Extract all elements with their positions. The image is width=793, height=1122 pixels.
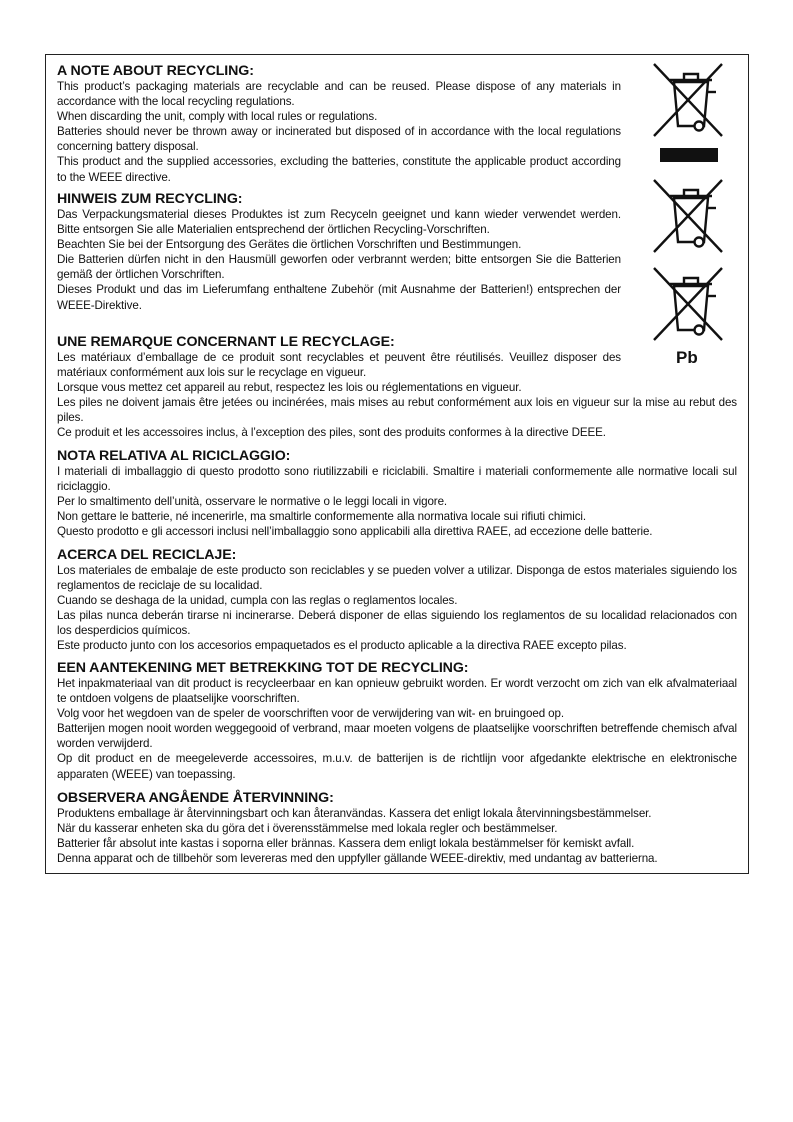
paragraph: This product’s packaging materials are recyclable and can be reused. Please dispose of any materials in accordance with the local recycling regulations.: [57, 80, 621, 109]
paragraph: Les matériaux d’emballage de ce produit sont recyclables et peuvent être réutilisés. Veuillez disposer des matériaux conformément aux lois sur le recyclage en vigueur.: [57, 351, 621, 380]
section-heading: OBSERVERA ANGÅENDE ÅTERVINNING:: [57, 790, 334, 806]
paragraph: Los materiales de embalaje de este producto son reciclables y se pueden volver a utilizar. Disponga de estos materiales siguiendo los reglamentos de reciclaje de su localidad.: [57, 564, 737, 593]
pb-label: Pb: [676, 348, 698, 367]
section-heading: EEN AANTEKENING MET BETREKKING TOT DE RECYCLING:: [57, 660, 469, 676]
paragraph: När du kasserar enheten ska du göra det i överensstämmelse med lokala regler och bestämmelser.: [57, 822, 558, 836]
paragraph: Lorsque vous mettez cet appareil au rebut, respectez les lois ou réglementations en vigueur.: [57, 381, 522, 395]
section-heading: UNE REMARQUE CONCERNANT LE RECYCLAGE:: [57, 334, 395, 350]
paragraph: When discarding the unit, comply with local rules or regulations.: [57, 110, 378, 124]
paragraph: Per lo smaltimento dell’unità, osservare le normative o le leggi locali in vigore.: [57, 495, 448, 509]
paragraph: Batteries should never be thrown away or incinerated but disposed of in accordance with the local regulations concerning battery disposal.: [57, 125, 621, 154]
paragraph: Cuando se deshaga de la unidad, cumpla con las reglas o reglamentos locales.: [57, 594, 458, 608]
section-heading: ACERCA DEL RECICLAJE:: [57, 547, 237, 563]
section-french: [57, 334, 737, 441]
paragraph: Het inpakmateriaal van dit product is recycleerbaar en kan opnieuw gebruikt worden. Er wordt verzocht om zich van elk afvalmateriaal te ontdoen volgens de plaatselijke voorschriften.: [57, 677, 737, 706]
section-heading: NOTA RELATIVA AL RICICLAGGIO:: [57, 448, 291, 464]
paragraph: Beachten Sie bei der Entsorgung des Gerätes die örtlichen Vorschriften und Bestimmungen.: [57, 238, 522, 252]
crossed-out-wheelie-bin-icon: [652, 178, 724, 254]
section-spanish: [57, 547, 737, 654]
section-swedish: [57, 790, 737, 866]
paragraph: Batterier får absolut inte kastas i soporna eller brännas. Kassera dem enligt lokala bestämmelser för kemiskt avfall.: [57, 837, 635, 851]
paragraph: I materiali di imballaggio di questo prodotto sono riutilizzabili e riciclabili. Smaltire i materiali conformemente alle normative locali sul riciclaggio.: [57, 465, 737, 494]
crossed-out-wheelie-bin-icon: [652, 62, 724, 138]
paragraph: Ce produit et les accessoires inclus, à l’exception des piles, sont des produits conformes à la directive DEEE.: [57, 426, 606, 440]
paragraph: Die Batterien dürfen nicht in den Hausmüll geworfen oder verbrannt werden; bitte entsorgen Sie die Batterien gemäß der örtlichen Vorschriften.: [57, 253, 621, 282]
paragraph: This product and the supplied accessories, excluding the batteries, constitute the applicable product according to the WEEE directive.: [57, 155, 621, 184]
paragraph: Les piles ne doivent jamais être jetées ou incinérées, mais mises au rebut conformément aux lois en vigueur sur la mise au rebut des piles.: [57, 396, 737, 425]
paragraph: Non gettare le batterie, né incenerirle, ma smaltirle conformemente alla normativa locale sui rifiuti chimici.: [57, 510, 586, 524]
paragraph: Das Verpackungsmaterial dieses Produktes ist zum Recyceln geeignet und kann wieder verwendet werden. Bitte entsorgen Sie alle Materialien entsprechend der örtlichen Recycling-Vorschriften.: [57, 208, 621, 237]
section-heading: A NOTE ABOUT RECYCLING:: [57, 63, 254, 79]
section-dutch: [57, 660, 737, 782]
paragraph: Este producto junto con los accesorios empaquetados es el producto aplicable a la directiva RAEE excepto pilas.: [57, 639, 627, 653]
paragraph: Op dit product en de meegeleverde accessoires, m.u.v. de batterijen is de richtlijn voor afgedankte elektrische en elektronische apparaten (WEEE) van toepassing.: [57, 752, 737, 781]
paragraph: Batterijen mogen nooit worden weggegooid of verbrand, maar moeten volgens de plaatselijke voorschriften betreffende chemisch afval worden verwijderd.: [57, 722, 737, 751]
section-italian: [57, 448, 737, 539]
paragraph: Dieses Produkt und das im Lieferumfang enthaltene Zubehör (mit Ausnahme der Batterien!) entsprechen der WEEE-Direktive.: [57, 283, 621, 312]
paragraph: Produktens emballage är återvinningsbart och kan återanvändas. Kassera det enligt lokala återvinningsbestämmelser.: [57, 807, 652, 820]
paragraph: Denna apparat och de tillbehör som levereras med den uppfyller gällande WEEE-direktiv, med undantag av batterierna.: [57, 852, 658, 866]
paragraph: Volg voor het wegdoen van de speler de voorschriften voor de verwijdering van wit- en bruingoed op.: [57, 707, 564, 721]
section-heading: HINWEIS ZUM RECYCLING:: [57, 191, 243, 207]
paragraph: Las pilas nunca deberán tirarse ni incinerarse. Deberá disponer de ellas siguiendo los reglamentos de su localidad relacionados con los desperdicios químicos.: [57, 609, 737, 638]
paragraph: Questo prodotto e gli accessori inclusi nell’imballaggio sono applicabili alla direttiva RAEE, ad eccezione delle batterie.: [57, 525, 653, 539]
section-english: [57, 63, 621, 185]
crossed-out-wheelie-bin-icon: [652, 266, 724, 342]
section-german: [57, 191, 621, 313]
black-bar-icon: [660, 148, 718, 162]
